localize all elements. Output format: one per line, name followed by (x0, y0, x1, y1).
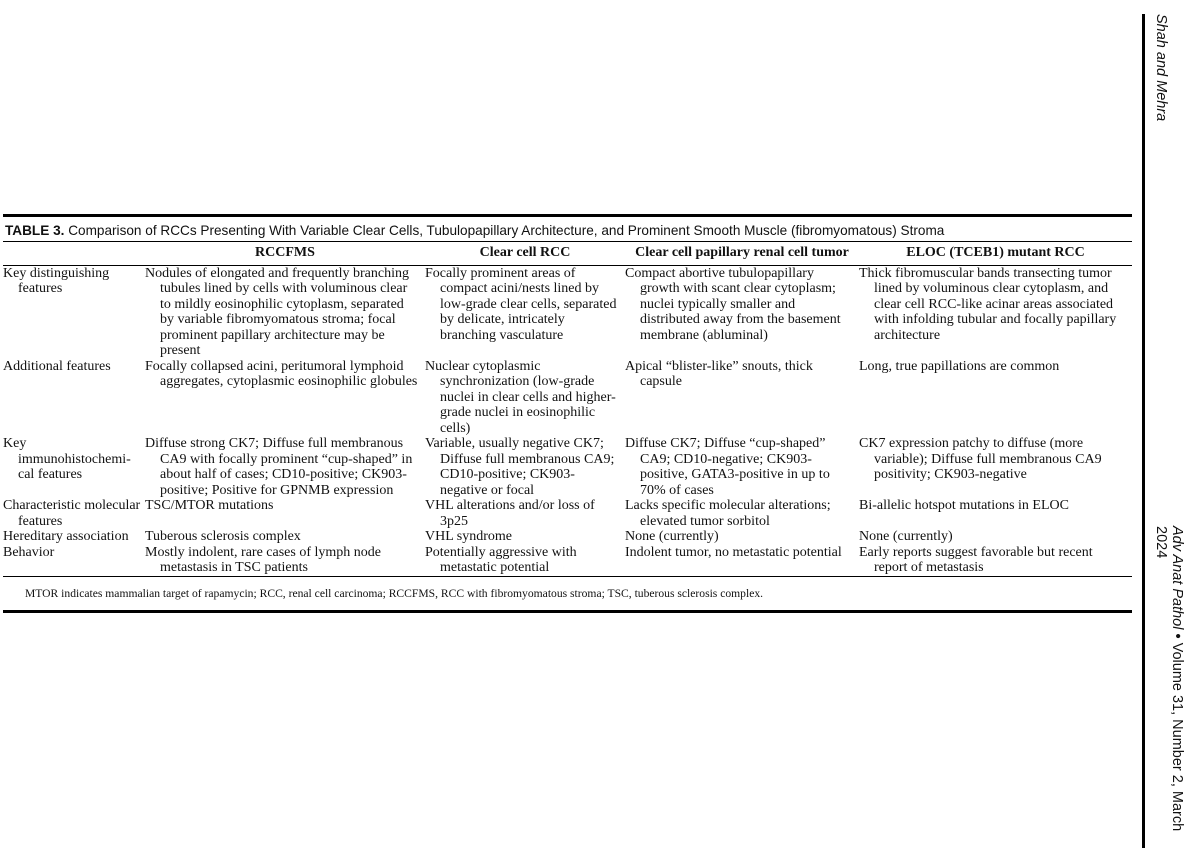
table-cell: Lacks specific molecular alterations; elevated tumor sorbitol (625, 498, 831, 529)
row-label: Hereditary association (3, 529, 129, 544)
table-3 (3, 214, 1132, 613)
table-row (3, 359, 1132, 437)
table-cell: Diffuse strong CK7; Diffuse full membranous CA9 with focally prominent “cup-shaped” in about half of cases; CD10-positive; CK903-positive; Positive for GPNMB expression (145, 436, 413, 498)
table-cell: TSC/MTOR mutations (145, 498, 274, 513)
table-cell: Variable, usually negative CK7; Diffuse full membranous CA9; CD10-positive; CK903-negative or focal (425, 436, 615, 498)
journal-name: Adv Anat Pathol (1169, 526, 1185, 630)
table-footnote: MTOR indicates mammalian target of rapamycin; RCC, renal cell carcinoma; RCCFMS, RCC with fibromyomatous stroma; TSC, tuberous sclerosis complex. (25, 586, 764, 600)
table-cell: Potentially aggressive with metastatic potential (425, 544, 577, 575)
column-header: ELOC (TCEB1) mutant RCC (859, 242, 1132, 265)
table-cell: VHL alterations and/or loss of 3p25 (425, 498, 595, 529)
row-label: Characteristic molecular features (3, 498, 141, 529)
table-bottom-rule (3, 610, 1132, 613)
table-caption-text: Comparison of RCCs Presenting With Variable Clear Cells, Tubulopapillary Architecture, and Prominent Smooth Muscle (fibromyomatous) Stroma (68, 223, 945, 238)
table-cell: Indolent tumor, no metastatic potential (625, 544, 842, 560)
table-cell: Long, true papillations are common (859, 358, 1060, 374)
table-cell: None (currently) (625, 529, 719, 544)
row-label: Additional features (3, 358, 111, 374)
table-row (3, 436, 1132, 498)
table-caption (3, 217, 1132, 241)
row-label: Key distinguishing features (3, 265, 110, 296)
table-cell: CK7 expression patchy to diffuse (more variable); Diffuse full membranous CA9 positivity; CK903-negative (859, 436, 1102, 482)
table-row (3, 529, 1132, 545)
table-row (3, 265, 1132, 359)
table-cell: Bi-allelic hotspot mutations in ELOC (859, 498, 1069, 513)
row-label: Behavior (3, 544, 55, 560)
bullet-separator: • (1169, 633, 1185, 639)
vertical-rule (1142, 14, 1145, 848)
header-row (3, 242, 1132, 265)
column-header: RCCFMS (145, 242, 425, 265)
table-cell: Mostly indolent, rare cases of lymph node metastasis in TSC patients (145, 544, 382, 575)
table-cell: Focally prominent areas of compact acini/nests lined by low-grade clear cells, separated by delicate, intricately branching vasculature (425, 265, 617, 343)
table-cell: None (currently) (859, 529, 953, 544)
table-row (3, 498, 1132, 529)
table-cell: Focally collapsed acini, peritumoral lymphoid aggregates, cytoplasmic eosinophilic globules (145, 358, 418, 389)
column-header: Clear cell RCC (425, 242, 625, 265)
column-header: Clear cell papillary renal cell tumor (625, 242, 859, 265)
table-cell: Thick fibromuscular bands transecting tumor lined by voluminous clear cytoplasm, and clear cell RCC-like acinar areas associated with infolding tubular and focally papillary architecture (859, 265, 1117, 343)
table-cell: VHL syndrome (425, 529, 512, 544)
table-cell: Diffuse CK7; Diffuse “cup-shaped” CA9; CD10-negative; CK903-positive, GATA3-positive in up to 70% of cases (625, 436, 830, 498)
running-head-journal-line (1153, 526, 1185, 850)
table-cell: Tuberous sclerosis complex (145, 529, 301, 544)
table-row (3, 545, 1132, 576)
comparison-table (3, 242, 1132, 576)
table-cell: Nodules of elongated and frequently branching tubules lined by cells with voluminous clear to mildly eosinophilic cytoplasm, separated by variable fibromyomatous stroma; focal prominent papillary architecture may be present (145, 265, 409, 358)
table-label: TABLE 3. (5, 223, 65, 238)
column-header (3, 242, 145, 265)
journal-issue: Volume 31, Number 2, March 2024 (1153, 526, 1185, 832)
table-cell: Nuclear cytoplasmic synchronization (low-grade nuclei in clear cells and higher-grade nuclei in eosinophilic cells) (425, 358, 616, 436)
table-cell: Apical “blister-like” snouts, thick capsule (625, 358, 813, 389)
running-head-authors: Shah and Mehra (1153, 14, 1169, 122)
row-label: Key immunohistochemi-cal features (3, 436, 131, 482)
table-cell: Early reports suggest favorable but recent report of metastasis (859, 544, 1093, 575)
table-cell: Compact abortive tubulopapillary growth with scant clear cytoplasm; nuclei typically smaller and distributed away from the basement membrane (abluminal) (625, 265, 841, 343)
